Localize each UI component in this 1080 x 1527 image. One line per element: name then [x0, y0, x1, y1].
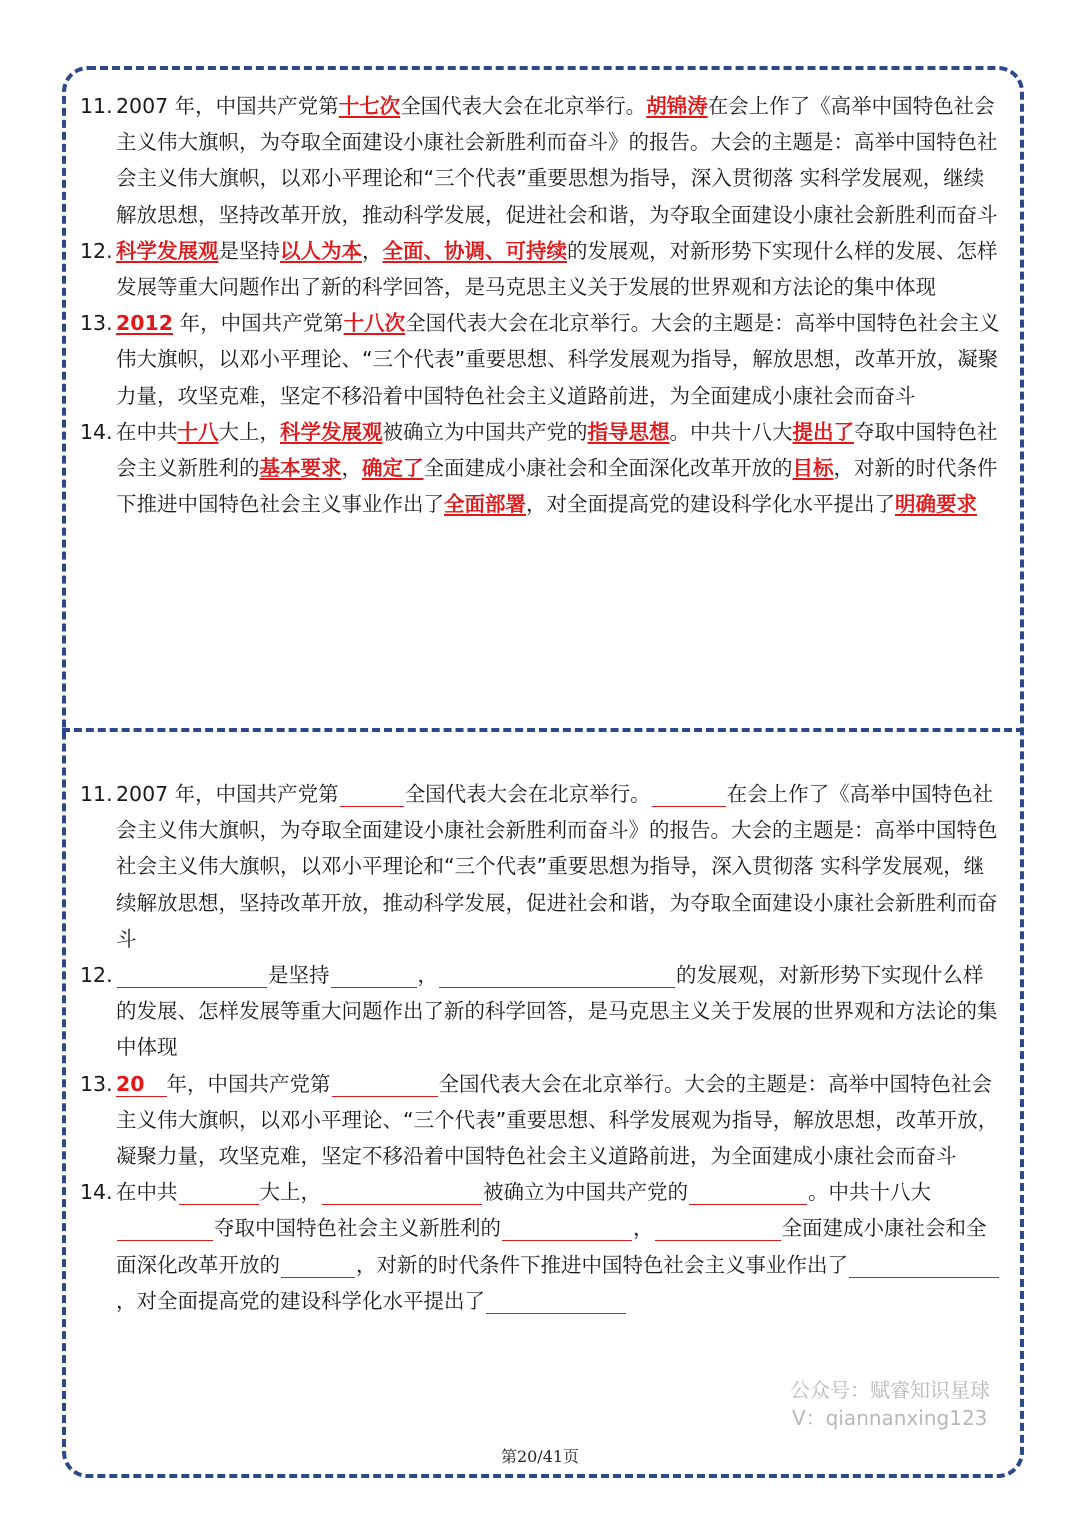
watermark-account: 公众号：赋睿知识星球 [790, 1378, 990, 1402]
answer-highlight: 基本要求 [259, 456, 342, 481]
text: 。中共十八大 [808, 1180, 931, 1205]
watermark [790, 1376, 990, 1432]
item-text [116, 1066, 1000, 1175]
text: ，对新的时代条件下推进中国特色社会主义事业作出了 [356, 1252, 848, 1277]
item-text [116, 957, 1000, 1066]
answer-item-11 [80, 88, 1000, 233]
answer-blank-filled[interactable]: 20 [116, 1072, 167, 1097]
text: 被确立为中国共产党的 [483, 1180, 688, 1205]
exercise-item-11 [80, 776, 1000, 957]
text: 夺取中国特色社会主义新胜利的 [116, 419, 998, 481]
answer-section [80, 88, 1000, 522]
answer-highlight: 科学发展观 [280, 419, 383, 444]
item-number: 14. [80, 1180, 113, 1205]
text: 大上， [259, 1180, 321, 1205]
answer-highlight: 以人为本 [280, 238, 362, 263]
text: ，对全面提高党的建设科学化水平提出了 [526, 492, 895, 517]
item-number: 13. [80, 311, 113, 336]
text: 全国代表大会在北京举行。大会的主题是：高举中国特色社会主义伟大旗帜，以邓小平理论、“三个代表”重要思想、科学发展观为指导，解放思想，改革开放，凝聚力量，攻坚克难，坚定不移沿着中国特色社会主义道路前进，为全面建成小康社会而奋斗 [116, 311, 1000, 408]
text: ，对新的时代条件下推进中国特色社会主义事业作出了 [116, 456, 998, 517]
exercise-item-12 [80, 957, 1000, 1066]
answer-blank[interactable] [502, 1216, 632, 1241]
text: 全国代表大会在北京举行。 [400, 94, 647, 118]
text: 在中共 [116, 419, 178, 444]
text: 在中共 [116, 1180, 178, 1205]
watermark-wechat: V：qiannanxing123 [792, 1406, 988, 1430]
answer-item-14 [80, 414, 1000, 523]
item-number: 11. [80, 782, 113, 806]
text: 夺取中国特色社会主义新胜利的 [214, 1216, 501, 1241]
text: 全面建成小康社会和全面深化改革开放的 [116, 1216, 987, 1277]
item-number: 14. [80, 419, 113, 444]
item-text [116, 305, 1000, 414]
page-number: 第20/41页 [500, 1447, 580, 1466]
answer-highlight: 全面部署 [444, 492, 526, 517]
answer-highlight: 科学发展观 [116, 238, 219, 263]
answer-highlight: 明确要求 [895, 492, 977, 517]
answer-blank[interactable] [689, 1180, 807, 1205]
text: 是坚持 [268, 963, 330, 988]
answer-blank[interactable] [652, 782, 726, 807]
answer-highlight: 确定了 [362, 456, 424, 481]
item-text [116, 776, 1000, 957]
item-number: 13. [80, 1071, 113, 1096]
text: 年，中国共产党第 [166, 1071, 331, 1096]
section-divider [62, 728, 1024, 732]
answer-highlight: 指导思想 [587, 419, 670, 444]
answer-blank[interactable] [179, 1180, 259, 1205]
answer-highlight: 提出了 [792, 419, 854, 444]
answer-blank[interactable] [439, 963, 675, 988]
answer-highlight: 十七次 [338, 94, 401, 118]
answer-highlight: 目标 [792, 456, 834, 481]
text: 2007 年，中国共产党第 [116, 94, 339, 118]
answer-blank[interactable] [486, 1289, 626, 1314]
text: 被确立为中国共产党的 [382, 419, 588, 444]
answer-blank[interactable] [849, 1253, 999, 1278]
item-text [116, 1174, 1000, 1319]
text: 在会上作了《高举中国特色社会主义伟大旗帜，为夺取全面建设小康社会新胜利而奋斗》的报告。大会的主题是：高举中国特色社会主义伟大旗帜，以邓小平理论和“三个代表”重要思想为指导，深入贯彻落 实科学发展观，继续解放思想，坚持改革开放，推动科学发展，促进社会和谐，为夺取全面建设小康社会新胜利而奋斗 [116, 782, 998, 951]
text: 年，中国共产党第 [173, 311, 344, 336]
exercise-item-13 [80, 1066, 1000, 1175]
text: ， [633, 1216, 654, 1241]
text: 。中共十八大 [669, 419, 793, 444]
answer-blank[interactable] [340, 782, 404, 807]
text: ， [362, 238, 383, 263]
text: 全国代表大会在北京举行。 [404, 782, 651, 806]
exercise-section [80, 776, 1000, 1319]
answer-highlight: 全面、协调、可持续 [382, 238, 567, 263]
answer-item-12 [80, 233, 1000, 305]
answer-blank[interactable] [332, 1072, 438, 1097]
answer-highlight: 2012 [116, 311, 174, 336]
answer-blank[interactable] [322, 1180, 482, 1205]
text: 2007 年，中国共产党第 [116, 782, 339, 806]
text: ， [341, 456, 362, 481]
answer-blank[interactable] [331, 963, 417, 988]
answer-highlight: 胡锦涛 [646, 94, 708, 118]
answer-highlight: 十八 [177, 419, 219, 444]
item-number: 12. [80, 238, 113, 263]
item-text [116, 233, 1000, 305]
text: ， [417, 963, 438, 988]
text: 全国代表大会在北京举行。大会的主题是：高举中国特色社会主义伟大旗帜，以邓小平理论、“三个代表”重要思想、科学发展观为指导，解放思想，改革开放，凝聚力量，攻坚克难，坚定不移沿着中国特色社会主义道路前进，为全面建成小康社会而奋斗 [116, 1071, 999, 1169]
item-text [116, 88, 1000, 233]
answer-highlight: 十八次 [343, 311, 406, 336]
answer-blank[interactable] [281, 1253, 355, 1278]
exercise-item-14 [80, 1174, 1000, 1319]
text: ，对全面提高党的建设科学化水平提出了 [116, 1288, 485, 1313]
text: 的发展观，对新形势下实现什么样的发展、怎样发展等重大问题作出了新的科学回答，是马克思主义关于发展的世界观和方法论的集中体现 [116, 238, 998, 300]
text: 大上， [218, 419, 280, 444]
item-number: 11. [80, 94, 113, 118]
answer-item-13 [80, 305, 1000, 414]
item-text [116, 414, 1000, 523]
text: 在会上作了《高举中国特色社会主义伟大旗帜，为夺取全面建设小康社会新胜利而奋斗》的报告。大会的主题是：高举中国特色社会主义伟大旗帜，以邓小平理论和“三个代表”重要思想为指导，深入贯彻落 实科学发展观，继续解放思想，坚持改革开放，推动科学发展，促进社会和谐，为夺取全面建设小康社会新胜利而奋斗 [116, 94, 998, 227]
text: 全面建成小康社会和全面深化改革开放的 [423, 456, 793, 481]
text: 是坚持 [218, 238, 280, 263]
item-number: 12. [80, 963, 113, 988]
answer-blank[interactable] [655, 1216, 781, 1241]
answer-blank[interactable] [117, 963, 267, 988]
text: 的发展观，对新形势下实现什么样的发展、怎样发展等重大问题作出了新的科学回答，是马克思主义关于发展的世界观和方法论的集中体现 [116, 963, 998, 1060]
answer-blank[interactable] [117, 1216, 213, 1241]
